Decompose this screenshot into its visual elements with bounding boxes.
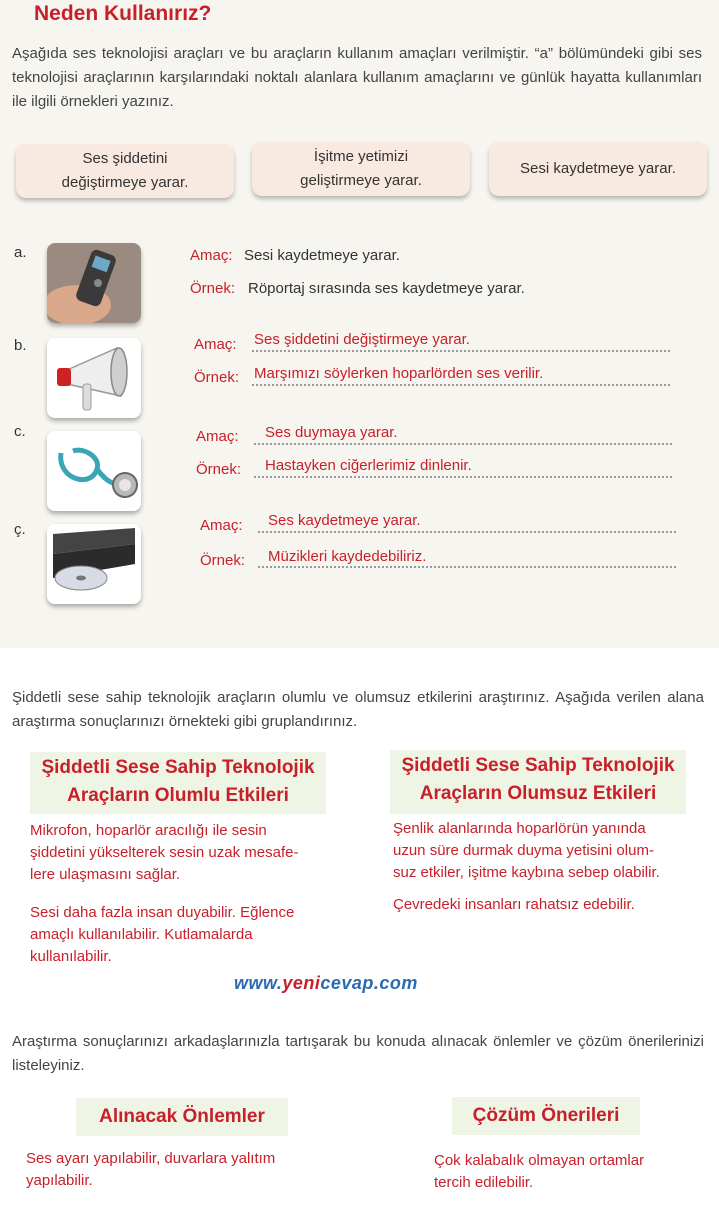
measures-text (26, 1148, 275, 1192)
option-card-3 (489, 142, 707, 196)
amac-answer: Ses duymaya yarar. (265, 424, 398, 441)
answer-line (254, 476, 672, 478)
text-line: Çok kalabalık olmayan ortamlar (434, 1152, 645, 1169)
answer-line (252, 350, 670, 352)
solutions-text (434, 1150, 644, 1194)
stethoscope-icon (47, 431, 141, 511)
item-letter: b. (14, 337, 27, 354)
ornek-text: Röportaj sırasında ses kaydetmeye yarar. (248, 280, 525, 297)
voice-recorder-icon (47, 243, 141, 323)
text-line: Şenlik alanlarında hoparlörün yanında (393, 820, 646, 837)
text-line: Sesi daha fazla insan duyabilir. Eğlence (30, 904, 295, 921)
option-card-1 (16, 144, 234, 198)
discussion-paragraph: Araştırma sonuçlarınızı arkadaşlarınızla tartışarak bu konuda alınacak önlemler ve çözüm önerilerinizi listeleyiniz. (12, 1033, 704, 1074)
title-line: Araçların Olumsuz Etkileri (419, 783, 657, 804)
amac-label: Amaç: (200, 517, 243, 534)
card-line: geliştirmeye yarar. (300, 172, 422, 189)
text-line: uzun süre durmak duyma yetisini olum- (393, 842, 654, 859)
amac-label: Amaç: (194, 336, 237, 353)
research-paragraph: Şiddetli sese sahip teknolojik araçların olumlu ve olumsuz etkilerini araştırınız. Aşağıda verilen alana araştırma sonuçlarınızı örnekteki gibi gruplandırınız. (12, 689, 704, 730)
amac-label: Amaç: (190, 247, 233, 264)
ornek-label: Örnek: (200, 552, 246, 569)
option-card-2 (252, 142, 470, 196)
answer-line (258, 566, 676, 568)
text-line: suz etkiler, işitme kaybına sebep olabilir. (393, 864, 660, 881)
solutions-title: Çözüm Önerileri (452, 1097, 640, 1135)
ornek-answer: Hastayken ciğerlerimiz dinlenir. (265, 457, 472, 474)
ornek-answer: Marşımızı söylerken hoparlörden ses verilir. (254, 365, 544, 382)
text-line: lere ulaşmasını sağlar. (30, 866, 181, 883)
text-line: tercih edilebilir. (434, 1174, 534, 1191)
megaphone-icon (47, 338, 141, 418)
item-letter: a. (14, 244, 27, 261)
amac-answer: Ses şiddetini değiştirmeye yarar. (254, 331, 470, 348)
amac-label: Amaç: (196, 428, 239, 445)
item-letter: ç. (14, 521, 26, 538)
answer-line (258, 531, 676, 533)
measures-title: Alınacak Önlemler (76, 1098, 288, 1136)
amac-text: Sesi kaydetmeye yarar. (244, 247, 400, 264)
text-line: Mikrofon, hoparlör aracılığı ile sesin (30, 822, 267, 839)
text-line: yapılabilir. (26, 1172, 93, 1189)
positive-effects-title (30, 752, 326, 814)
cd-recorder-icon (47, 524, 141, 604)
item-letter: c. (14, 423, 26, 440)
negative-effect-2 (393, 894, 635, 916)
title-line: Şiddetli Sese Sahip Teknolojik (401, 755, 675, 776)
text-line: Çevredeki insanları rahatsız edebilir. (393, 896, 635, 913)
watermark-brand: yeni (282, 973, 321, 993)
answer-line (254, 443, 672, 445)
ornek-label: Örnek: (196, 461, 242, 478)
title-line: Araçların Olumlu Etkileri (67, 785, 289, 806)
negative-effect-1 (393, 818, 660, 884)
text-line: amaçlı kullanılabilir. Kutlamalarda (30, 926, 253, 943)
ornek-label: Örnek: (194, 369, 240, 386)
watermark-post: cevap.com (320, 973, 418, 993)
text-line: kullanılabilir. (30, 948, 112, 965)
card-line: İşitme yetimizi (313, 148, 409, 165)
title-line: Şiddetli Sese Sahip Teknolojik (41, 757, 315, 778)
watermark-pre: www. (234, 973, 283, 993)
positive-effect-2 (30, 902, 294, 968)
ornek-answer: Müzikleri kaydedebiliriz. (268, 548, 427, 565)
positive-effect-1 (30, 820, 298, 886)
intro-paragraph: Aşağıda ses teknolojisi araçları ve bu araçların kullanım amaçları verilmiştir. “a” bölümündeki gibi ses teknolojisi araçlarının karşılarındaki noktalı alanlara kullanım amaçlarını ve günlük hayatta kullanımları ile ilgili örnekleri yazınız. (12, 45, 702, 110)
card-line: değiştirmeye yarar. (61, 174, 189, 191)
text-line: Ses ayarı yapılabilir, duvarlara yalıtım (26, 1150, 276, 1167)
text-line: şiddetini yükselterek sesin uzak mesafe- (30, 844, 299, 861)
card-line: Sesi kaydetmeye yarar. (520, 160, 676, 177)
watermark-link[interactable] (234, 973, 418, 994)
page-title: Neden Kullanırız? (34, 2, 212, 25)
card-line: Ses şiddetini (82, 150, 168, 167)
answer-line (252, 384, 670, 386)
negative-effects-title (390, 750, 686, 814)
amac-answer: Ses kaydetmeye yarar. (268, 512, 421, 529)
ornek-label: Örnek: (190, 280, 236, 297)
